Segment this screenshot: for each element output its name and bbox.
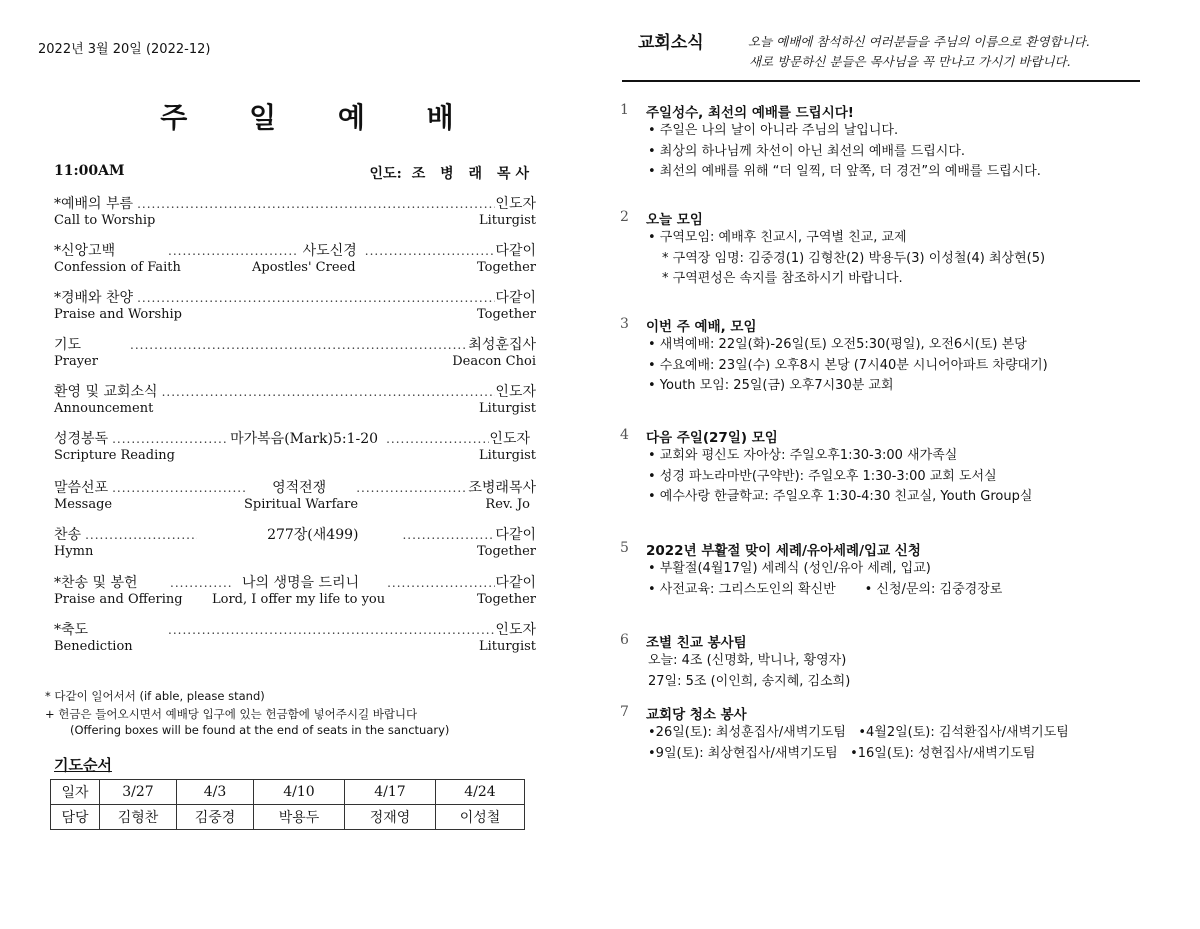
welcome-line-2: 새로 방문하신 분들은 목사님을 꼭 만나고 가시기 바랍니다. — [749, 54, 1071, 69]
order-en: Scripture Reading — [54, 448, 175, 463]
prayer-date: 4/10 — [254, 780, 345, 805]
section-heading: 오늘 모임 — [646, 212, 703, 228]
table-row — [51, 780, 525, 805]
section-line: • 예수사랑 한글학교: 주일오후 1:30-4:30 친교실, Youth Group실 — [648, 489, 1033, 504]
order-en-right: Liturgist — [479, 639, 536, 654]
order-item — [54, 477, 536, 517]
section-line: •26일(토): 최성훈집사/새벽기도팀 •4월2일(토): 김석환집사/새벽기도팀 — [648, 725, 1069, 740]
section-line: • 부활절(4월17일) 세례식 (성인/유아 세례, 입교) — [648, 561, 931, 576]
service-title: 주 일 예 배 — [160, 101, 480, 134]
order-en: Announcement — [54, 401, 154, 416]
section-heading: 2022년 부활절 맞이 세례/유아세례/입교 신청 — [646, 543, 921, 559]
section-line: • 최상의 하나님께 차선이 아닌 최선의 예배를 드립시다. — [648, 143, 966, 159]
order-en-mid: Spiritual Warfare — [244, 497, 359, 512]
order-en: Call to Worship — [54, 213, 156, 228]
section-line: * 구역편성은 속지를 참조하시기 바랍니다. — [662, 271, 903, 286]
section-line: 오늘: 4조 (신명화, 박니나, 황영자) — [648, 653, 847, 668]
order-mid: 나의 생명을 드리니 — [242, 575, 360, 591]
order-ko: 성경봉독 — [54, 431, 109, 447]
section-line: • 새벽예배: 22일(화)-26일(토) 오전5:30(평일), 오전6시(토) 본당 — [648, 337, 1027, 352]
section-line: * 구역장 임명: 김중경(1) 김형찬(2) 박용두(3) 이성철(4) 최상현(5) — [662, 250, 1046, 266]
order-ko: 말씀선포 — [54, 480, 109, 496]
prayer-schedule-title: 기도순서 — [54, 756, 112, 774]
section-heading: 주일성수, 최선의 예배를 드립시다! — [646, 105, 854, 121]
leader-dots — [164, 244, 299, 258]
note-offering: + 헌금은 들어오시면서 예배당 입구에 있는 헌금함에 넣어주시길 바랍니다 — [45, 707, 418, 721]
section-number: 5 — [620, 540, 629, 556]
bulletin-date: 2022년 3월 20일 (2022-12) — [38, 42, 211, 57]
order-ko-right: 인도자 — [489, 431, 530, 447]
order-ko-right: 인도자 — [495, 196, 536, 212]
row-label-date: 일자 — [51, 780, 100, 805]
news-title: 교회소식 — [638, 33, 704, 53]
prayer-schedule-table — [50, 779, 525, 830]
order-ko-right: 최성훈집사 — [468, 337, 536, 353]
leader-dots — [108, 481, 246, 495]
order-en-right: Together — [476, 307, 536, 322]
order-item — [54, 334, 536, 374]
section-heading: 다음 주일(27일) 모임 — [646, 430, 778, 446]
order-item — [54, 287, 536, 327]
service-leader — [370, 163, 534, 183]
order-ko: *경배와 찬양 — [54, 290, 134, 306]
prayer-date: 3/27 — [100, 780, 177, 805]
leader-dots — [164, 623, 495, 637]
header-divider — [622, 80, 1140, 82]
section-line: • Youth 모임: 25일(금) 오후7시30분 교회 — [648, 378, 894, 393]
leader-dots — [81, 528, 197, 542]
order-mid: 영적전쟁 — [272, 480, 327, 496]
order-ko: 환영 및 교회소식 — [54, 384, 158, 400]
order-en: Praise and Worship — [54, 307, 182, 322]
order-ko: *예배의 부름 — [54, 196, 134, 212]
section-line: • 수요예배: 23일(수) 오후8시 본당 (7시40분 시니어아파트 차량대기) — [648, 357, 1048, 373]
order-mid: 277장(새499) — [267, 527, 359, 543]
leader-dots — [133, 197, 495, 211]
service-time: 11:00AM — [54, 163, 125, 179]
order-en: Praise and Offering — [54, 592, 183, 607]
note-offering-en: (Offering boxes will be found at the end of seats in the sanctuary) — [70, 723, 450, 737]
order-ko: 기도 — [54, 337, 82, 353]
section-line: • 교회와 평신도 자아상: 주일오후1:30-3:00 새가족실 — [648, 448, 958, 463]
section-number: 1 — [620, 102, 629, 118]
order-item — [54, 572, 536, 612]
leader-dots — [352, 481, 468, 495]
order-en: Prayer — [54, 354, 98, 369]
note-stand: * 다같이 일어서서 (if able, please stand) — [45, 689, 265, 703]
prayer-date: 4/24 — [436, 780, 525, 805]
section-line: • 최선의 예배를 위해 “더 일찍, 더 앞쪽, 더 경건”의 예배를 드립시다. — [648, 164, 1041, 179]
leader-dots — [108, 432, 226, 446]
order-ko-right: 다같이 — [495, 575, 536, 591]
order-en: Benediction — [54, 639, 133, 654]
section-heading: 교회당 청소 봉사 — [646, 707, 747, 723]
section-line: • 성경 파노라마반(구약반): 주일오후 1:30-3:00 교회 도서실 — [648, 468, 997, 484]
order-ko-right: 조병래목사 — [468, 480, 536, 496]
leader-dots — [166, 576, 232, 590]
order-en-right: Together — [476, 544, 536, 559]
order-ko: *찬송 및 봉헌 — [54, 575, 138, 591]
prayer-person: 박용두 — [254, 805, 345, 830]
order-item — [54, 381, 536, 421]
order-ko-right: 인도자 — [495, 622, 536, 638]
order-en-right: Together — [476, 592, 536, 607]
order-item — [54, 619, 536, 659]
leader-name: 조 병 래 목사 — [411, 166, 534, 182]
order-en-right: Liturgist — [479, 213, 536, 228]
prayer-person: 이성철 — [436, 805, 525, 830]
section-number: 3 — [620, 316, 629, 332]
order-ko: *신앙고백 — [54, 243, 116, 259]
order-en-right: Liturgist — [479, 401, 536, 416]
leader-dots — [361, 244, 496, 258]
leader-dots — [383, 576, 495, 590]
welcome-line-1: 오늘 예배에 참석하신 여러분들을 주님의 이름으로 환영합니다. — [748, 34, 1090, 49]
order-en-mid: Lord, I offer my life to you — [212, 592, 386, 607]
order-en: Confession of Faith — [54, 260, 181, 275]
section-number: 4 — [620, 427, 629, 443]
row-label-person: 담당 — [51, 805, 100, 830]
section-heading: 이번 주 예배, 모임 — [646, 319, 757, 335]
order-en-right: Liturgist — [479, 448, 536, 463]
order-ko-right: 다같이 — [495, 290, 536, 306]
order-mid: 마가복음(Mark)5:1-20 — [230, 431, 379, 447]
order-en-mid: Apostles' Creed — [252, 260, 356, 275]
leader-label: 인도: — [369, 166, 402, 182]
prayer-person: 김중경 — [177, 805, 254, 830]
order-ko-right: 다같이 — [495, 527, 536, 543]
section-line: 27일: 5조 (이인희, 송지혜, 김소희) — [648, 673, 851, 689]
order-en-right: Together — [476, 260, 536, 275]
prayer-date: 4/17 — [345, 780, 436, 805]
order-mid: 사도신경 — [302, 243, 357, 259]
order-ko-right: 다같이 — [495, 243, 536, 259]
section-number: 6 — [620, 632, 629, 648]
order-en-right: Rev. Jo — [485, 497, 530, 512]
order-item — [54, 428, 536, 468]
prayer-person: 정재영 — [345, 805, 436, 830]
left-page — [0, 0, 590, 929]
leader-dots — [382, 432, 489, 446]
order-ko-right: 인도자 — [495, 384, 536, 400]
order-ko: 찬송 — [54, 527, 82, 543]
table-row — [51, 805, 525, 830]
section-line: • 주일은 나의 날이 아니라 주님의 날입니다. — [648, 123, 899, 138]
section-heading: 조별 친교 봉사팀 — [646, 635, 747, 651]
order-item — [54, 240, 536, 280]
section-line: •9일(토): 최상현집사/새벽기도팀 •16일(토): 성현집사/새벽기도팀 — [648, 745, 1036, 761]
section-line: • 구역모임: 예배후 친교시, 구역별 친교, 교제 — [648, 230, 907, 245]
order-item — [54, 193, 536, 233]
section-number: 7 — [620, 704, 629, 720]
order-en: Message — [54, 497, 113, 512]
order-en: Hymn — [54, 544, 94, 559]
leader-dots — [126, 338, 468, 352]
leader-dots — [133, 291, 495, 305]
order-en-right: Deacon Choi — [452, 354, 536, 369]
leader-dots — [398, 528, 495, 542]
prayer-person: 김형찬 — [100, 805, 177, 830]
prayer-date: 4/3 — [177, 780, 254, 805]
right-page — [600, 0, 1200, 929]
order-ko: *축도 — [54, 622, 89, 638]
section-line: • 사전교육: 그리스도인의 확신반 • 신청/문의: 김중경장로 — [648, 581, 1003, 597]
leader-dots — [158, 385, 496, 399]
section-number: 2 — [620, 209, 629, 225]
order-item — [54, 524, 536, 564]
welcome-message — [748, 32, 1090, 72]
